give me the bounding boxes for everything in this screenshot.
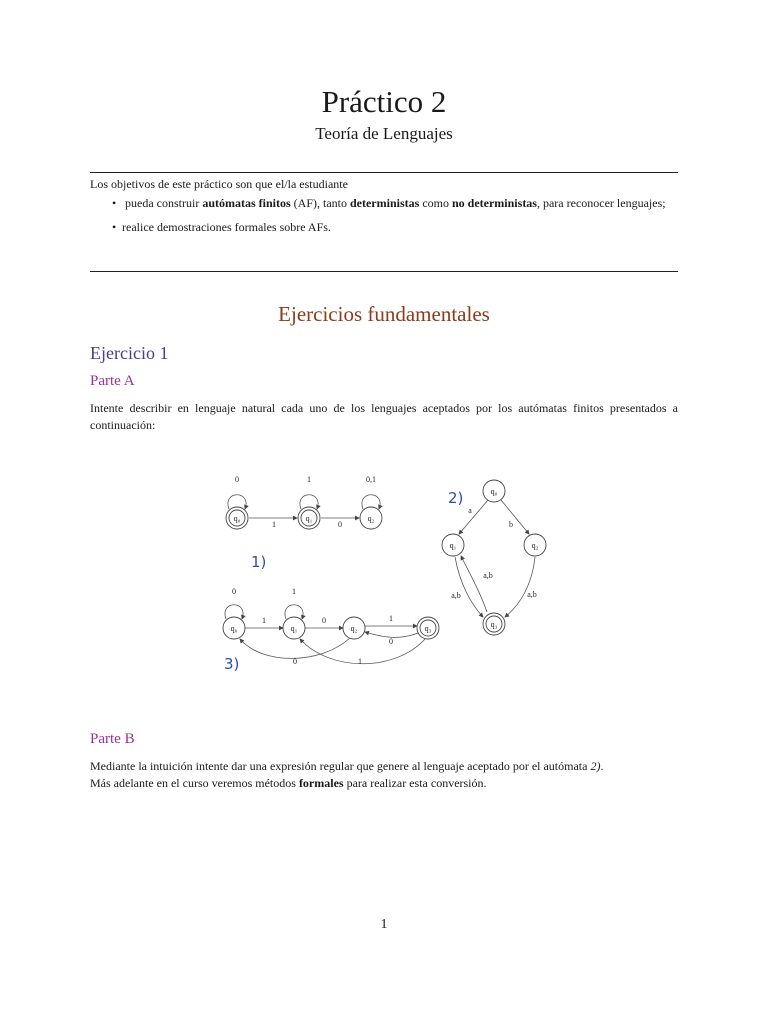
part-b-text (90, 758, 678, 792)
objective-text: realice demostraciones formales sobre AFs. (122, 220, 331, 234)
bottom-rule (90, 271, 678, 272)
transition-edge (300, 639, 425, 664)
objective-bold-deterministic: deterministas (349, 196, 420, 210)
state-label: q₁ (449, 541, 457, 550)
top-rule (90, 172, 678, 173)
objective-text: pueda construir (125, 196, 203, 210)
edge-label: a (468, 506, 472, 515)
edge-label: 0,1 (366, 475, 376, 484)
edge-label: 1 (358, 657, 362, 666)
part-b-sentence: . (600, 759, 604, 773)
transition-edge (501, 500, 529, 534)
part-b-sentence: Mediante la intuición intente dar una expresión regular que genere al lenguaje aceptado por el autómata (90, 759, 591, 773)
edge-label: 1 (292, 587, 296, 596)
part-a-text: Intente describir en lenguaje natural cada uno de los lenguajes aceptados por los autómatas finitos presentados a continuación: (90, 401, 678, 432)
objectives-list (112, 196, 678, 244)
part-a-title: Parte A (90, 373, 135, 389)
automaton-reference: 2) (590, 759, 601, 773)
transition-edge (505, 557, 535, 617)
objectives-intro: Los objetivos de este práctico son que el/la estudiante (90, 177, 348, 191)
part-b-sentence: para realizar esta conversión. (343, 776, 487, 790)
bold-formales: formales (298, 776, 344, 790)
edge-label: a,b (483, 571, 493, 580)
objective-item (112, 220, 678, 235)
part-b-title: Parte B (90, 731, 135, 747)
edge-label: 0 (235, 475, 239, 484)
state-label: q₃ (490, 620, 498, 629)
edge-label: 0 (389, 637, 393, 646)
handwritten-label-1: 1) (251, 553, 267, 571)
edge-label: 1 (272, 520, 276, 529)
state-label: q₀ (233, 514, 241, 523)
edge-label: 1 (262, 616, 266, 625)
objective-text: (AF), tanto (290, 196, 350, 210)
state-label: q₁ (305, 514, 313, 523)
automaton-2 (442, 480, 546, 635)
state-label: q₃ (424, 624, 432, 633)
edge-label: 0 (232, 587, 236, 596)
edge-label: a,b (451, 591, 461, 600)
edge-label: 1 (307, 475, 311, 484)
transition-edge (461, 556, 487, 612)
objective-item (112, 196, 678, 211)
transition-edge (240, 638, 350, 658)
state-label: q₂ (350, 624, 358, 633)
automaton-3 (223, 587, 439, 673)
edge-label: 0 (293, 657, 297, 666)
edge-label: a,b (527, 590, 537, 599)
state-label: q₀ (490, 487, 498, 496)
edge-label: 0 (322, 616, 326, 625)
part-b-sentence: Más adelante en el curso veremos métodos (90, 776, 299, 790)
automaton-1 (226, 475, 382, 571)
exercise-title: Ejercicio 1 (90, 343, 169, 363)
state-label: q₂ (367, 514, 375, 523)
state-label: q₁ (290, 624, 298, 633)
objective-bold-af: autómatas finitos (202, 196, 291, 210)
automata-figure (0, 460, 768, 690)
page-number: 1 (380, 917, 388, 932)
transition-edge (455, 557, 483, 617)
objective-bold-nondeterministic: no deterministas (451, 196, 537, 210)
objective-text: , para reconocer lenguajes; (536, 196, 666, 210)
state-label: q₀ (230, 624, 238, 633)
section-title: Ejercicios fundamentales (278, 302, 490, 326)
objective-text: como (419, 196, 452, 210)
edge-label: 1 (389, 614, 393, 623)
handwritten-label-2: 2) (448, 489, 464, 507)
handwritten-label-3: 3) (224, 655, 240, 673)
document-title: Práctico 2 (321, 84, 447, 119)
edge-label: 0 (338, 520, 342, 529)
document-subtitle: Teoría de Lenguajes (315, 124, 453, 143)
edge-label: b (509, 520, 513, 529)
state-label: q₂ (531, 541, 539, 550)
